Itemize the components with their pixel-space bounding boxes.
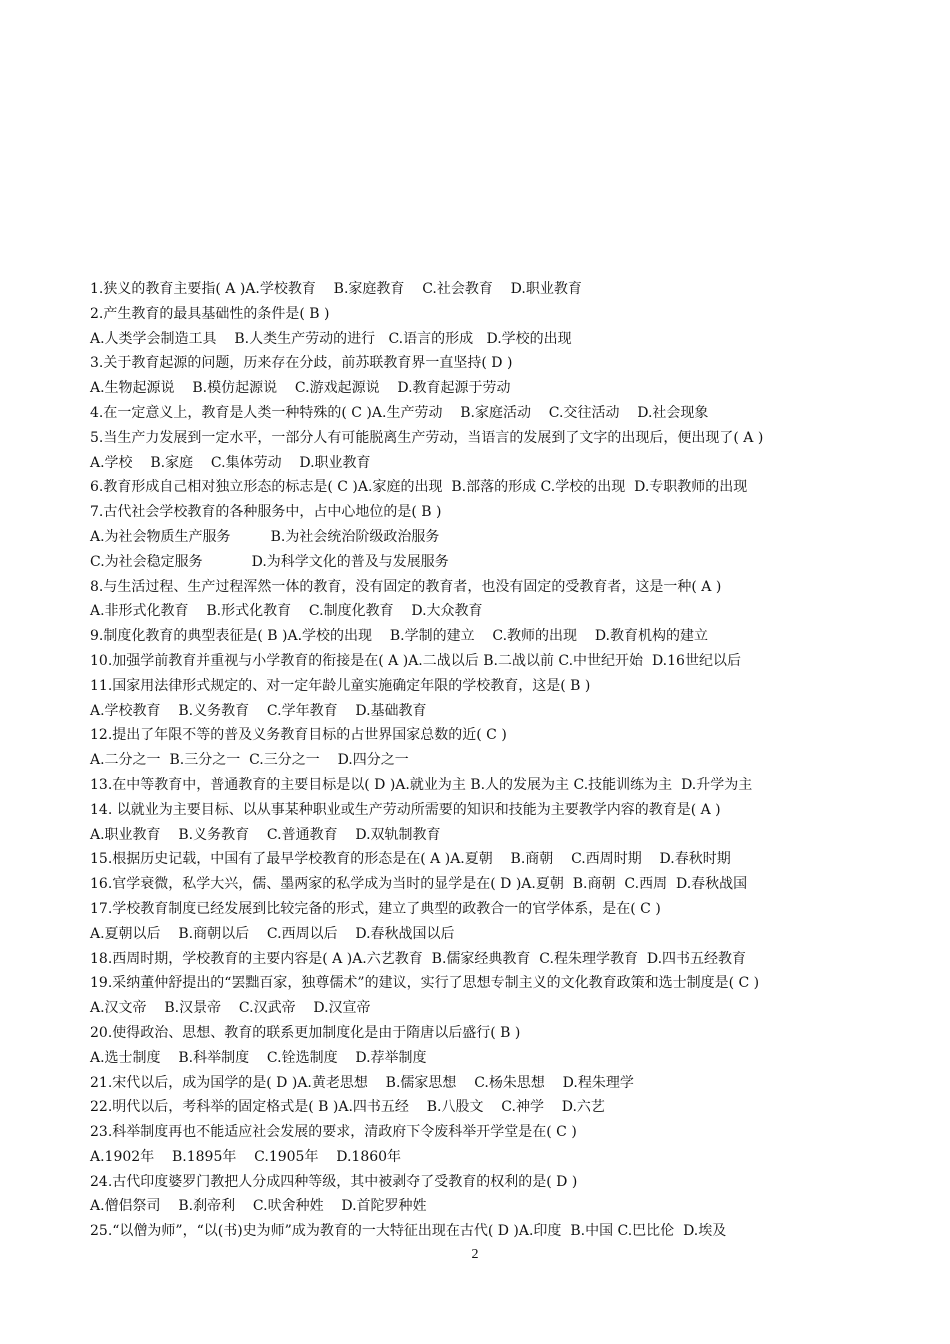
question-line: A.二分之一 B.三分之一 C.三分之一 D.四分之一: [90, 752, 409, 769]
question-line: A.1902年 B.1895年 C.1905年 D.1860年: [90, 1148, 402, 1165]
question-line: 2.产生教育的最具基础性的条件是( B ): [90, 305, 330, 322]
question-line: A.夏朝以后 B.商朝以后 C.西周以后 D.春秋战国以后: [90, 925, 455, 942]
question-line: 3.关于教育起源的问题，历来存在分歧，前苏联教育界一直坚持( D ): [90, 355, 513, 372]
question-line: 21.宋代以后，成为国学的是( D )A.黄老思想 B.儒家思想 C.杨朱思想 D.程朱理学: [90, 1074, 634, 1091]
question-line: A.选士制度 B.科举制度 C.铨选制度 D.荐举制度: [90, 1049, 427, 1066]
question-line: 16.官学衰微，私学大兴，儒、墨两家的私学成为当时的显学是在( D )A.夏朝 B.商朝 C.西周 D.春秋战国: [90, 876, 748, 893]
question-line: C.为社会稳定服务 D.为科学文化的普及与发展服务: [90, 553, 449, 570]
question-line: 10.加强学前教育并重视与小学教育的衔接是在( A )A.二战以后 B.二战以前 C.中世纪开始 D.16世纪以后: [90, 652, 741, 669]
question-line: 14. 以就业为主要目标、以从事某种职业或生产劳动所需要的知识和技能为主要教学内容的教育是( A ): [90, 801, 721, 818]
question-line: 4.在一定意义上，教育是人类一种特殊的( C )A.生产劳动 B.家庭活动 C.交往活动 D.社会现象: [90, 404, 709, 421]
question-line: A.学校教育 B.义务教育 C.学年教育 D.基础教育: [90, 702, 427, 719]
question-line: A.汉文帝 B.汉景帝 C.汉武帝 D.汉宣帝: [90, 1000, 371, 1017]
question-line: 11.国家用法律形式规定的、对一定年龄儿童实施确定年限的学校教育，这是( B ): [90, 677, 591, 694]
question-line: 1.狭义的教育主要指( A )A.学校教育 B.家庭教育 C.社会教育 D.职业教育: [90, 281, 582, 297]
question-line: A.为社会物质生产服务 B.为社会统治阶级政治服务: [90, 528, 440, 545]
question-line: 20.使得政治、思想、教育的联系更加制度化是由于隋唐以后盛行( B ): [90, 1024, 521, 1041]
question-line: 24.古代印度婆罗门教把人分成四种等级，其中被剥夺了受教育的权利的是( D ): [90, 1173, 578, 1190]
question-line: 8.与生活过程、生产过程浑然一体的教育，没有固定的教育者，也没有固定的受教育者，这是一种( A ): [90, 578, 722, 595]
question-line: 13.在中等教育中，普通教育的主要目标是以( D )A.就业为主 B.人的发展为主 C.技能训练为主 D.升学为主: [90, 776, 753, 793]
question-list: [90, 277, 870, 1244]
question-line: 9.制度化教育的典型表征是( B )A.学校的出现 B.学制的建立 C.教师的出现 D.教育机构的建立: [90, 628, 709, 645]
question-line: 22.明代以后，考科举的固定格式是( B )A.四书五经 B.八股文 C.神学 D.六艺: [90, 1099, 605, 1116]
question-line: A.学校 B.家庭 C.集体劳动 D.职业教育: [90, 454, 371, 471]
question-line: A.人类学会制造工具 B.人类生产劳动的进行 C.语言的形成 D.学校的出现: [90, 330, 572, 347]
question-line: A.僧侣祭司 B.刹帝利 C.吠舍种姓 D.首陀罗种姓: [90, 1198, 427, 1215]
question-line: 19.采纳董仲舒提出的“罢黜百家，独尊儒术”的建议，实行了思想专制主义的文化教育政策和选士制度是( C ): [90, 975, 760, 992]
question-line: 6.教育形成自己相对独立形态的标志是( C )A.家庭的出现 B.部落的形成 C.学校的出现 D.专职教师的出现: [90, 479, 748, 496]
question-line: 18.西周时期，学校教育的主要内容是( A )A.六艺教育 B.儒家经典教育 C.程朱理学教育 D.四书五经教育: [90, 950, 747, 967]
question-line: A.生物起源说 B.模仿起源说 C.游戏起源说 D.教育起源于劳动: [90, 380, 511, 397]
question-line: A.非形式化教育 B.形式化教育 C.制度化教育 D.大众教育: [90, 603, 483, 620]
question-line: 7.古代社会学校教育的各种服务中，占中心地位的是( B ): [90, 504, 442, 521]
question-line: 17.学校教育制度已经发展到比较完备的形式，建立了典型的政教合一的官学体系，是在( C ): [90, 900, 661, 917]
question-line: 15.根据历史记载，中国有了最早学校教育的形态是在( A )A.夏朝 B.商朝 C.西周时期 D.春秋时期: [90, 851, 731, 868]
question-line: 23.科举制度再也不能适应社会发展的要求，清政府下令废科举开学堂是在( C ): [90, 1124, 577, 1141]
page-number: 2: [471, 1247, 479, 1262]
question-line: 25.“以僧为师”，“以(书)史为师”成为教育的一大特征出现在古代( D )A.印度 B.中国 C.巴比伦 D.埃及: [90, 1223, 727, 1240]
question-line: A.职业教育 B.义务教育 C.普通教育 D.双轨制教育: [90, 826, 441, 843]
question-line: 5.当生产力发展到一定水平，一部分人有可能脱离生产劳动，当语言的发展到了文字的出现后，便出现了( A ): [90, 429, 764, 446]
question-line: 12.提出了年限不等的普及义务教育目标的占世界国家总数的近( C ): [90, 727, 507, 744]
